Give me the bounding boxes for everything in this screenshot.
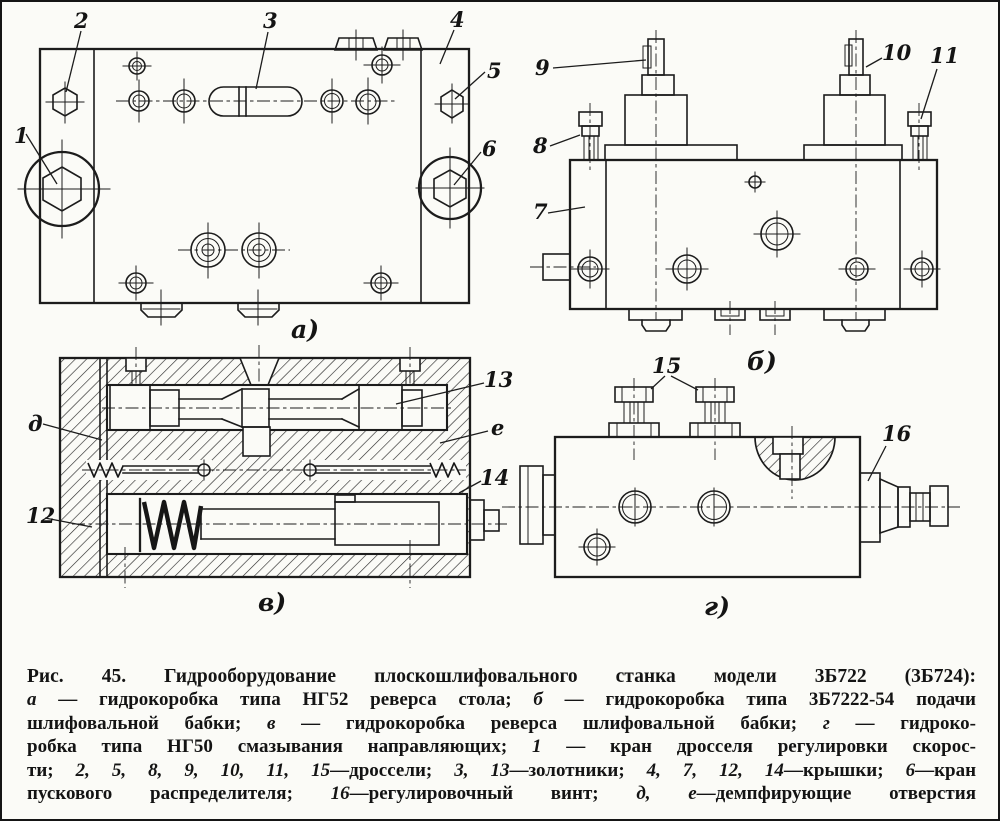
- subfigure-g: [502, 353, 960, 621]
- callouts-b: [532, 40, 959, 224]
- callout-14: 14: [480, 465, 510, 490]
- top-fitting-left: [609, 378, 659, 460]
- callout-7: 7: [533, 199, 548, 224]
- adjusting-screw: [860, 473, 948, 542]
- callout-6: 6: [482, 136, 497, 161]
- subfigure-a-label: а): [291, 315, 320, 344]
- callout-15: 15: [652, 353, 682, 378]
- small-hole-top-right: [364, 47, 400, 83]
- caption-segment: 3, 13: [454, 759, 510, 781]
- hex-bolt-top-right: [435, 84, 469, 123]
- callout-d: д: [28, 411, 43, 436]
- bottom-edge-nuts: [141, 290, 279, 325]
- small-hole-top-left: [123, 52, 151, 80]
- caption-segment: —кран: [915, 759, 977, 781]
- caption-segment: 6: [905, 759, 916, 781]
- subfigure-a: [14, 7, 502, 344]
- caption-segment: —дроссели;: [330, 759, 455, 781]
- caption-lines: [27, 688, 976, 806]
- hatched-pocket: [755, 426, 835, 499]
- throttle-plug-left: [18, 140, 110, 238]
- throttle-tower-left: [605, 30, 737, 320]
- callout-4: 4: [450, 7, 465, 32]
- callout-3: 3: [263, 8, 278, 33]
- callout-5: 5: [487, 58, 502, 83]
- valve-body-front-view: [530, 160, 937, 309]
- caption-segment: б: [533, 689, 543, 710]
- body-holes-b: [571, 172, 940, 290]
- callout-12: 12: [26, 503, 56, 528]
- throttle-bolt-right: [908, 103, 931, 173]
- caption-segment: — гидрокоробка типа 3Б7222-54 подачи: [542, 689, 976, 710]
- subfigure-b: [530, 30, 959, 376]
- callout-9: 9: [535, 55, 550, 80]
- caption-line: [27, 735, 976, 759]
- caption-segment: 4, 7, 12, 14: [646, 759, 784, 781]
- caption-segment: 2, 5, 8, 9, 10, 11, 15: [75, 759, 331, 781]
- caption-line: [27, 782, 976, 806]
- face-holes-g: [502, 488, 960, 565]
- callouts-a: [14, 7, 502, 185]
- caption-segment: в: [266, 712, 276, 734]
- figure-45-drawing: [2, 2, 1000, 657]
- callout-10: 10: [882, 40, 912, 65]
- caption-line: [27, 712, 976, 736]
- callout-e: е: [491, 415, 505, 440]
- caption-segment: г: [822, 712, 830, 734]
- caption-line: [27, 688, 976, 712]
- callout-8: 8: [533, 133, 548, 158]
- callout-2: 2: [74, 8, 89, 33]
- caption-segment: —регулировочный винт;: [349, 783, 637, 805]
- caption-segment: —демпфирующие отверстия: [696, 783, 976, 805]
- caption-segment: —золотники;: [509, 759, 647, 781]
- figure-caption: [27, 665, 976, 806]
- caption-segment: 1: [531, 736, 542, 758]
- subfigure-v-label: в): [258, 588, 287, 617]
- caption-segment: — кран дросселя регулировки скорос-: [541, 736, 977, 758]
- caption-segment: — гидрокоробка типа НГ52 реверса стола;: [36, 689, 534, 710]
- subfigure-v: [26, 345, 513, 617]
- callout-13: 13: [484, 367, 514, 392]
- callout-1: 1: [14, 123, 29, 148]
- caption-segment: — гидроко-: [829, 712, 976, 734]
- callout-11: 11: [930, 43, 960, 68]
- caption-line: [27, 759, 976, 783]
- hex-bolt-top-left: [46, 82, 84, 123]
- subfigure-b-label: б): [747, 347, 777, 376]
- caption-segment: — гидрокоробка реверса шлифовальной бабки;: [275, 712, 823, 734]
- bottom-feet-b: [629, 301, 885, 335]
- caption-segment: ти;: [27, 759, 76, 781]
- caption-heading: Рис. 45. Гидрооборудование плоскошлифовального станка модели 3Б722 (3Б724):: [27, 666, 976, 687]
- caption-segment: шлифовальной бабки;: [27, 712, 267, 734]
- subfigure-g-label: г): [704, 592, 730, 621]
- callout-16: 16: [882, 421, 912, 446]
- throttle-bolt-left: [579, 103, 602, 173]
- caption-segment: 16: [330, 783, 350, 805]
- bottom-ports: [178, 223, 290, 278]
- caption-segment: д, е: [636, 783, 697, 805]
- caption-segment: робка типа НГ50 смазывания направляющих;: [27, 736, 532, 758]
- caption-segment: —крышки;: [783, 759, 906, 781]
- throttle-tower-right: [804, 30, 902, 320]
- caption-segment: пускового распределителя;: [27, 783, 331, 805]
- caption-segment: а: [27, 689, 37, 710]
